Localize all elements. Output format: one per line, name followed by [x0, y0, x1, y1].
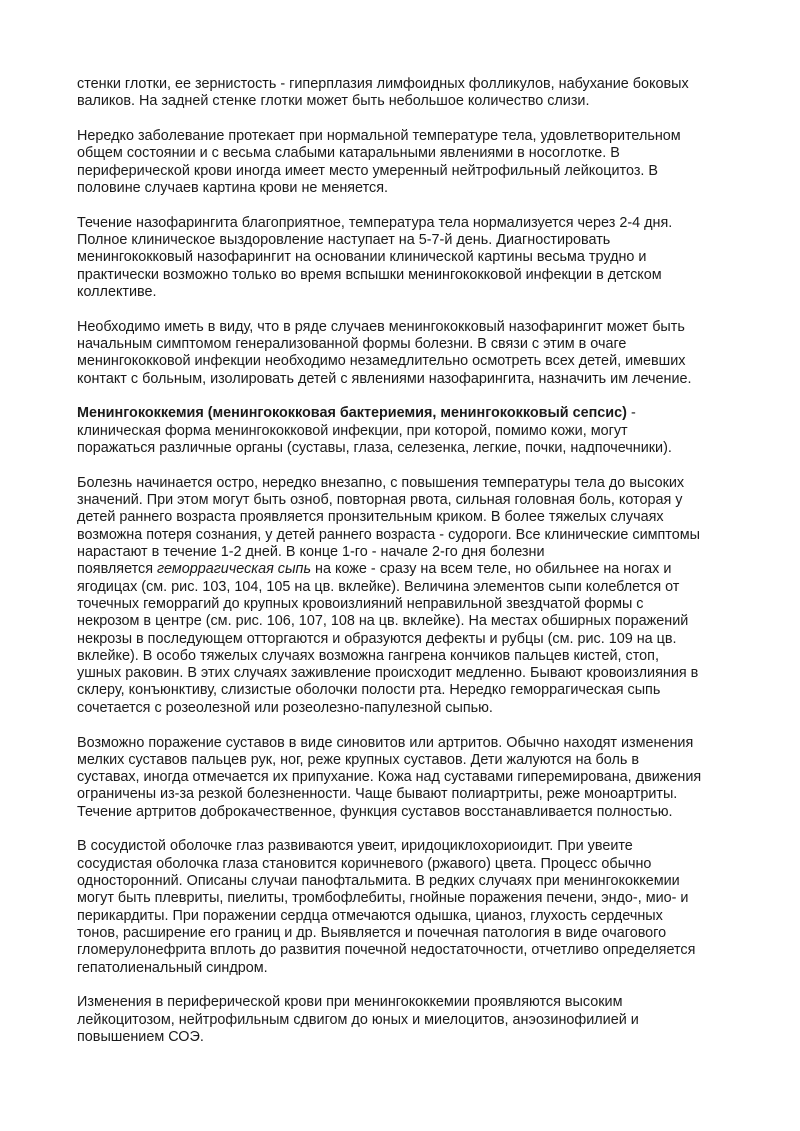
onset-text: Болезнь начинается остро, нередко внезапно, с повышения температуры тела до высоких значений. При этом могут быть озноб, повторная рвота, сильная головная боль, которая у детей раннего возраста проявляется пронзительным криком. В более тяжелых случаях возможна потеря сознания, у детей раннего возраста - судороги. Все клинические симптомы нарастают в течение 1-2 дней. В конце 1-го - начале 2-го дня болезни появляется [77, 474, 700, 578]
section-heading-meningococcemia: Менингококкемия (менингококковая бактериемия, менингококковый сепсис) [77, 405, 627, 422]
paragraph-joint-damage: Возможно поражение суставов в виде синовитов или артритов. Обычно находят изменения мелких суставов пальцев рук, ног, реже крупных суставов. Дети жалуются на боль в суставах, иногда отмечается их припухание. Кожа над суставами гиперемирована, движения ограничены из-за резкой болезненности. Чаще бывают полиартриты, реже моноартриты. Течение артритов доброкачественное, функция суставов восстанавливается полностью. [77, 734, 702, 820]
definition-text: - клиническая форма менингококковой инфекции, при которой, помимо кожи, могут поражаться различные органы (суставы, глаза, селезенка, легкие, почки, надпочечники). [77, 405, 672, 457]
paragraph-blood-changes: Изменения в периферической крови при менингококкемии проявляются высоким лейкоцитозом, нейтрофильным сдвигом до юных и миелоцитов, анэозинофилией и повышением СОЭ. [77, 994, 639, 1045]
rash-description-text: на коже - сразу на всем теле, но обильнее на ногах и ягодицах (см. рис. 103, 104, 105 на цв. вклейке). Величина элементов сыпи колеблется от точечных геморрагий до крупных кровоизлияний неправильной звездчатой формы с некрозом в центре (см. рис. 106, 107, 108 на цв. вклейке). На местах обширных поражений некрозы в последующем отторгаются и образуются дефекты и рубцы (см. рис. 109 на цв. вклейке). В особо тяжелых случаях возможна гангрена кончиков пальцев кистей, стоп, ушных раковин. В этих случаях заживление происходит медленно. Бывают кровоизлияния в склеру, конъюнктиву, слизистые оболочки полости рта. Нередко геморрагическая сыпь сочетается с розеолезной или розеолезно-папулезной сыпью. [77, 561, 699, 716]
paragraph-nasopharyngitis-course: Течение назофарингита благоприятное, температура тела нормализуется через 2-4 дня. Полное клиническое выздоровление наступает на 5-7-й день. Диагностировать менингококковый назофарингит на основании клинической картины весьма трудно и практически возможно только во время вспышки менингококковой инфекции в детском коллективе. [77, 214, 673, 300]
paragraph-normal-temperature: Нередко заболевание протекает при нормальной температуре тела, удовлетворительном общем состоянии и с весьма слабыми катаральными явлениями в носоглотке. В периферической крови иногда имеет место умеренный нейтрофильный лейкоцитоз. В половине случаев картина крови не меняется. [77, 128, 681, 196]
paragraph-pharynx-wall: стенки глотки, ее зернистость - гиперплазия лимфоидных фолликулов, набухание боковых валиков. На задней стенке глотки может быть небольшое количество слизи. [77, 76, 689, 110]
paragraph-meningococcemia-definition [77, 405, 727, 457]
document-page [77, 76, 727, 1064]
paragraph-eye-and-organ-damage: В сосудистой оболочке глаз развиваются увеит, иридоциклохориоидит. При увеите сосудистая оболочка глаза становится коричневого (ржавого) цвета. Процесс обычно односторонний. Описаны случаи панофтальмита. В редких случаях при менингококкемии могут быть плевриты, пиелиты, тромбофлебиты, гнойные поражения печени, эндо-, мио- и перикардиты. При поражении сердца отмечаются одышка, цианоз, глухость сердечных тонов, расширение его границ и др. Выявляется и почечная патология в виде очагового гломерулонефрита вплоть до развития почечной недостаточности, отчетливо определяется гепатолиенальный синдром. [77, 838, 696, 976]
emphasis-hemorrhagic-rash: геморрагическая сыпь [157, 561, 312, 578]
paragraph-generalized-form-warning: Необходимо иметь в виду, что в ряде случаев менингококковый назофарингит может быть начальным симптомом генерализованной формы болезни. В связи с этим в очаге менингококковой инфекции необходимо незамедлительно осмотреть всех детей, имевших контакт с больным, изолировать детей с явлениями назофарингита, назначить им лечение. [77, 318, 692, 387]
paragraph-disease-onset-rash [77, 475, 727, 717]
